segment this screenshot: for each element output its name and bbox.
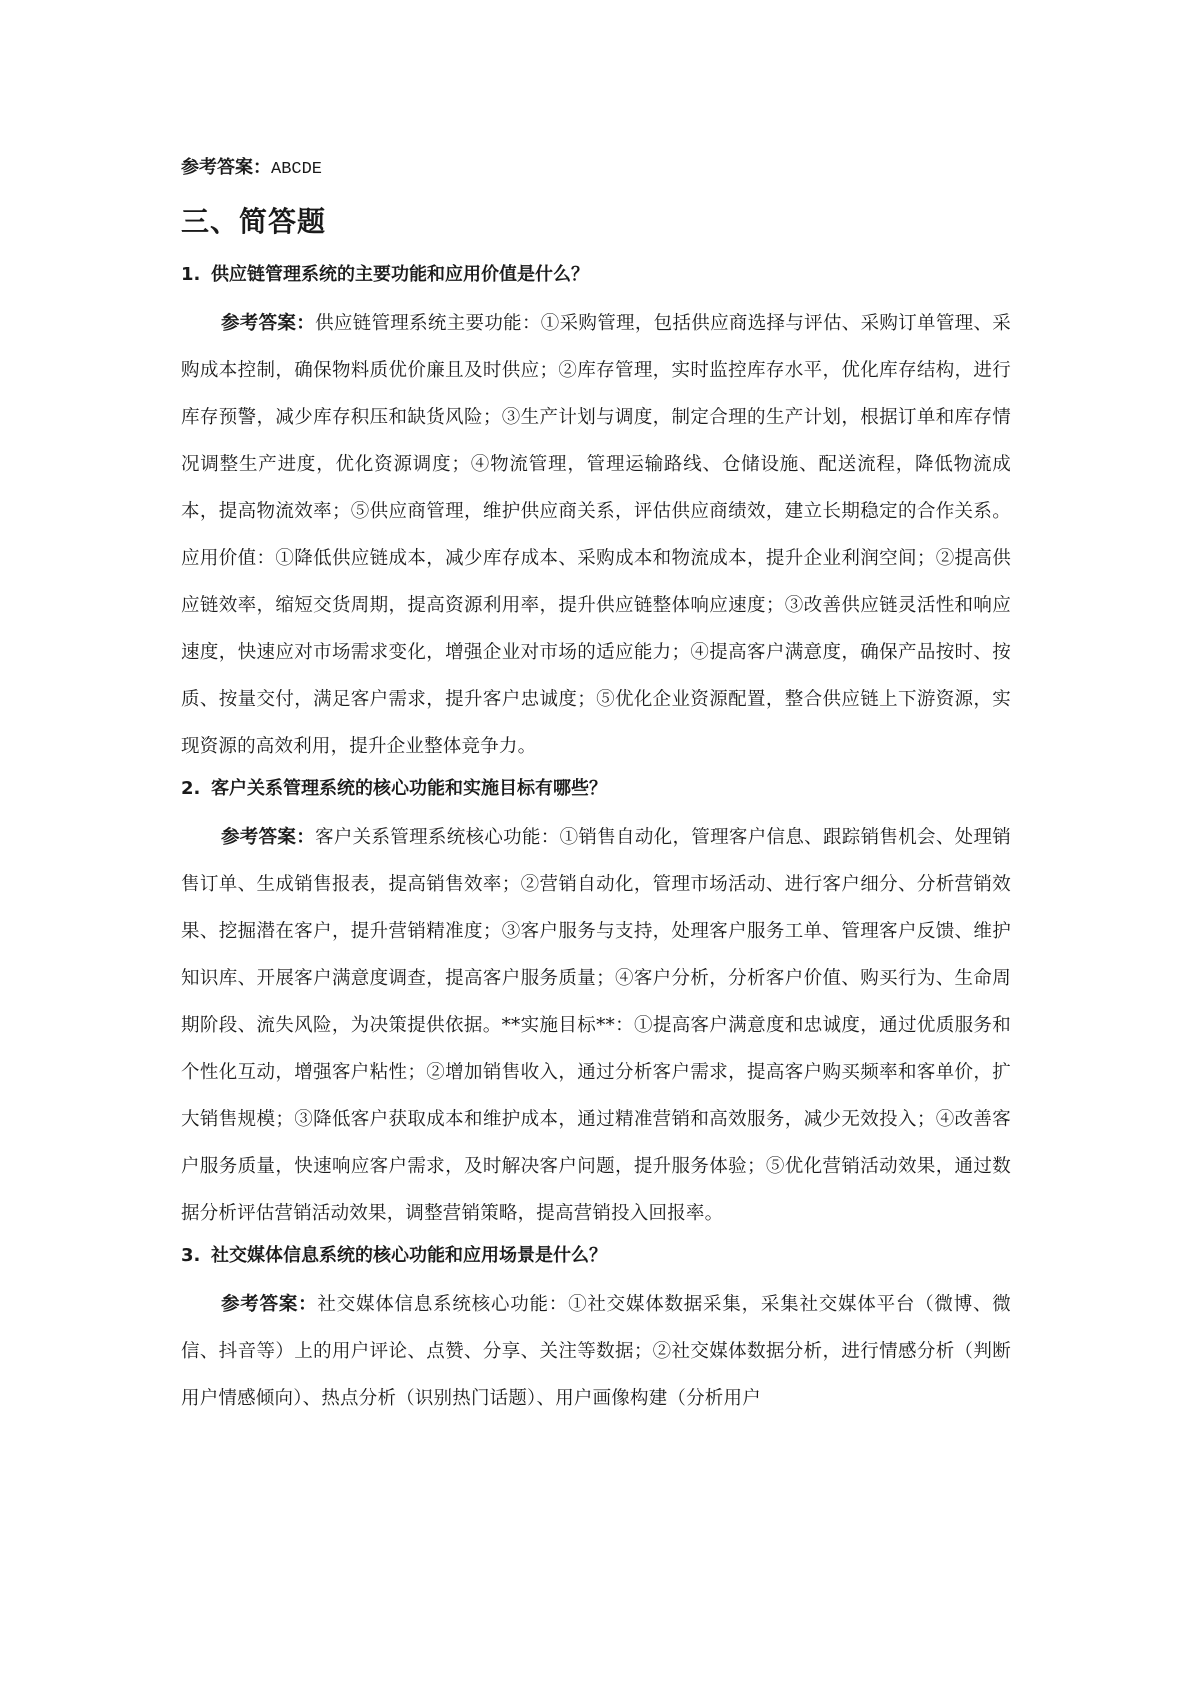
answer-paragraph xyxy=(181,300,1011,770)
top-answer-value: ABCDE xyxy=(271,160,323,179)
top-answer-label: 参考答案： xyxy=(181,157,271,178)
question-heading xyxy=(181,1239,1011,1273)
section-title: 三、简答题 xyxy=(181,205,327,238)
question-heading xyxy=(181,258,1011,292)
question-number: 3. xyxy=(181,1245,201,1266)
question-block-1 xyxy=(181,258,1011,770)
question-block-2 xyxy=(181,772,1011,1237)
document-page xyxy=(181,150,1011,1424)
answer-text: 供应链管理系统主要功能：①采购管理，包括供应商选择与评估、采购订单管理、采购成本控制，确保物料质优价廉且及时供应；②库存管理，实时监控库存水平，优化库存结构，进行库存预警，减少库存积压和缺货风险；③生产计划与调度，制定合理的生产计划，根据订单和库存情况调整生产进度，优化资源调度；④物流管理，管理运输路线、仓储设施、配送流程，降低物流成本，提高物流效率；⑤供应商管理，维护供应商关系，评估供应商绩效，建立长期稳定的合作关系。应用价值：①降低供应链成本，减少库存成本、采购成本和物流成本，提升企业利润空间；②提高供应链效率，缩短交货周期，提高资源利用率，提升供应链整体响应速度；③改善供应链灵活性和响应速度，快速应对市场需求变化，增强企业对市场的适应能力；④提高客户满意度，确保产品按时、按质、按量交付，满足客户需求，提升客户忠诚度；⑤优化企业资源配置，整合供应链上下游资源，实现资源的高效利用，提升企业整体竞争力。 xyxy=(181,313,1011,757)
answer-paragraph xyxy=(181,1281,1011,1422)
answer-label: 参考答案： xyxy=(221,827,316,848)
answer-paragraph xyxy=(181,814,1011,1237)
question-heading xyxy=(181,772,1011,806)
question-number: 1. xyxy=(181,264,201,285)
answer-text: 社交媒体信息系统核心功能：①社交媒体数据采集，采集社交媒体平台（微博、微信、抖音等）上的用户评论、点赞、分享、关注等数据；②社交媒体数据分析，进行情感分析（判断用户情感倾向）、热点分析（识别热门话题）、用户画像构建（分析用户 xyxy=(181,1294,1011,1409)
question-text: 供应链管理系统的主要功能和应用价值是什么？ xyxy=(211,264,589,285)
answer-label: 参考答案： xyxy=(221,1294,318,1315)
question-block-3 xyxy=(181,1239,1011,1422)
question-text: 客户关系管理系统的核心功能和实施目标有哪些？ xyxy=(211,778,607,799)
top-answer xyxy=(181,150,1011,188)
answer-label: 参考答案： xyxy=(221,313,316,334)
answer-text: 客户关系管理系统核心功能：①销售自动化，管理客户信息、跟踪销售机会、处理销售订单、生成销售报表，提高销售效率；②营销自动化，管理市场活动、进行客户细分、分析营销效果、挖掘潜在客户，提升营销精准度；③客户服务与支持，处理客户服务工单、管理客户反馈、维护知识库、开展客户满意度调查，提高客户服务质量；④客户分析，分析客户价值、购买行为、生命周期阶段、流失风险，为决策提供依据。**实施目标**：①提高客户满意度和忠诚度，通过优质服务和个性化互动，增强客户粘性；②增加销售收入，通过分析客户需求，提高客户购买频率和客单价，扩大销售规模；③降低客户获取成本和维护成本，通过精准营销和高效服务，减少无效投入；④改善客户服务质量，快速响应客户需求，及时解决客户问题，提升服务体验；⑤优化营销活动效果，通过数据分析评估营销活动效果，调整营销策略，提高营销投入回报率。 xyxy=(181,827,1011,1224)
question-number: 2. xyxy=(181,778,201,799)
question-text: 社交媒体信息系统的核心功能和应用场景是什么？ xyxy=(211,1245,607,1266)
